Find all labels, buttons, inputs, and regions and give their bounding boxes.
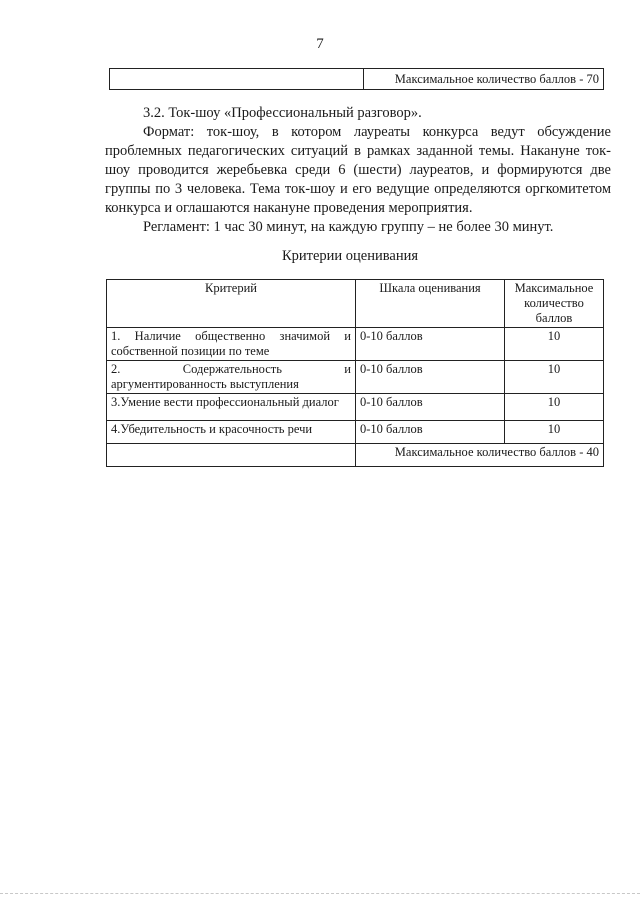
table-row [107,361,604,394]
scale-cell: 0-10 баллов [356,328,505,361]
max-cell: 10 [505,421,604,444]
table-row [107,328,604,361]
empty-cell [110,69,364,90]
max-score-total-40: Максимальное количество баллов - 40 [356,444,604,467]
max-score-total-70: Максимальное количество баллов - 70 [364,69,604,90]
table-header-row [107,280,604,328]
scale-cell: 0-10 баллов [356,421,505,444]
scale-cell: 0-10 баллов [356,361,505,394]
criteria-title: Критерии оценивания [281,248,419,264]
column-header-scale: Шкала оценивания [356,280,505,328]
empty-cell [107,444,356,467]
section-talk-show [105,104,611,237]
scale-cell: 0-10 баллов [356,394,505,421]
page-bottom-edge [0,893,640,894]
table-row [107,421,604,444]
criterion-cell: 2. Содержательность и аргументированность выступления [107,361,356,394]
previous-criteria-table-end [109,68,604,90]
criterion-cell: 3.Умение вести профессиональный диалог [107,394,356,421]
criterion-cell: 1. Наличие общественно значимой и собственной позиции по теме [107,328,356,361]
table-row [110,69,604,90]
criteria-table [106,279,604,467]
table-row [107,444,604,467]
format-paragraph: Формат: ток-шоу, в котором лауреаты конкурса ведут обсуждение проблемных педагогических ситуаций в рамках заданной темы. Накануне ток-шоу проводится жеребьевка среди 6 (шести) лауреатов, и формируются две группы по 3 человека. Тема ток-шоу и его ведущие определяются оргкомитетом конкурса и оглашаются накануне проведения мероприятия. [105,124,611,216]
table-row [107,394,604,421]
page-number: 7 [316,36,324,52]
column-header-max: Максимальное количество баллов [505,280,604,328]
max-cell: 10 [505,361,604,394]
criterion-cell: 4.Убедительность и красочность речи [107,421,356,444]
max-cell: 10 [505,328,604,361]
column-header-criterion: Критерий [107,280,356,328]
reglament-paragraph: Регламент: 1 час 30 минут, на каждую группу – не более 30 минут. [143,219,554,235]
section-heading: 3.2. Ток-шоу «Профессиональный разговор». [143,105,422,121]
max-cell: 10 [505,394,604,421]
